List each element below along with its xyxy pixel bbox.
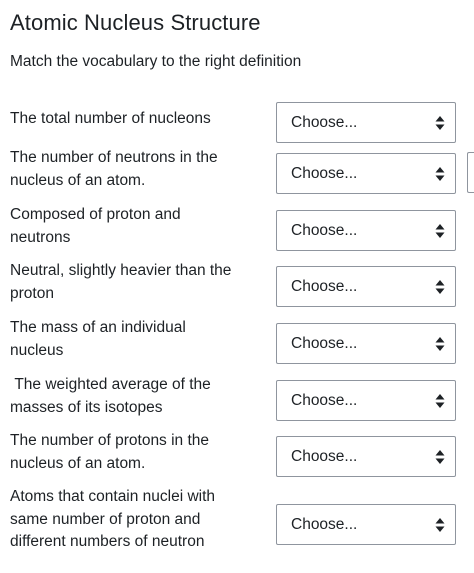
answer-select[interactable] bbox=[276, 266, 456, 307]
question-stem: The mass of an individual nucleus bbox=[10, 319, 186, 359]
select-value: Choose... bbox=[291, 516, 358, 533]
select-value: Choose... bbox=[291, 448, 358, 465]
answer-select[interactable] bbox=[276, 153, 456, 194]
question-stem: Composed of proton and neutrons bbox=[10, 206, 181, 246]
question-stem: The number of neutrons in the nucleus of an atom. bbox=[10, 149, 218, 189]
select-value: Choose... bbox=[291, 335, 358, 352]
select-value: Choose... bbox=[291, 392, 358, 409]
question-stem: The weighted average of the masses of its isotopes bbox=[10, 376, 211, 416]
answer-select[interactable] bbox=[276, 504, 456, 545]
question-stem: The total number of nucleons bbox=[10, 110, 211, 127]
question-stem: Neutral, slightly heavier than the proton bbox=[10, 262, 232, 302]
up-down-arrows-icon bbox=[435, 393, 445, 409]
answer-select[interactable] bbox=[276, 102, 456, 143]
up-down-arrows-icon bbox=[435, 279, 445, 295]
up-down-arrows-icon bbox=[435, 115, 445, 131]
select-value: Choose... bbox=[291, 278, 358, 295]
up-down-arrows-icon bbox=[435, 166, 445, 182]
up-down-arrows-icon bbox=[435, 336, 445, 352]
question-stem: The number of protons in the nucleus of an atom. bbox=[10, 432, 210, 472]
up-down-arrows-icon bbox=[435, 449, 445, 465]
instructions-text: Match the vocabulary to the right definition bbox=[10, 53, 302, 70]
answer-select[interactable] bbox=[276, 323, 456, 364]
answer-select[interactable] bbox=[276, 380, 456, 421]
select-value: Choose... bbox=[291, 165, 358, 182]
up-down-arrows-icon bbox=[435, 223, 445, 239]
question-stem: Atoms that contain nuclei with same number of proton and different numbers of neutron bbox=[10, 488, 216, 550]
offscreen-control-edge bbox=[467, 152, 474, 193]
page-title: Atomic Nucleus Structure bbox=[10, 10, 261, 35]
select-value: Choose... bbox=[291, 222, 358, 239]
up-down-arrows-icon bbox=[435, 517, 445, 533]
answer-select[interactable] bbox=[276, 210, 456, 251]
select-value: Choose... bbox=[291, 114, 358, 131]
answer-select[interactable] bbox=[276, 436, 456, 477]
